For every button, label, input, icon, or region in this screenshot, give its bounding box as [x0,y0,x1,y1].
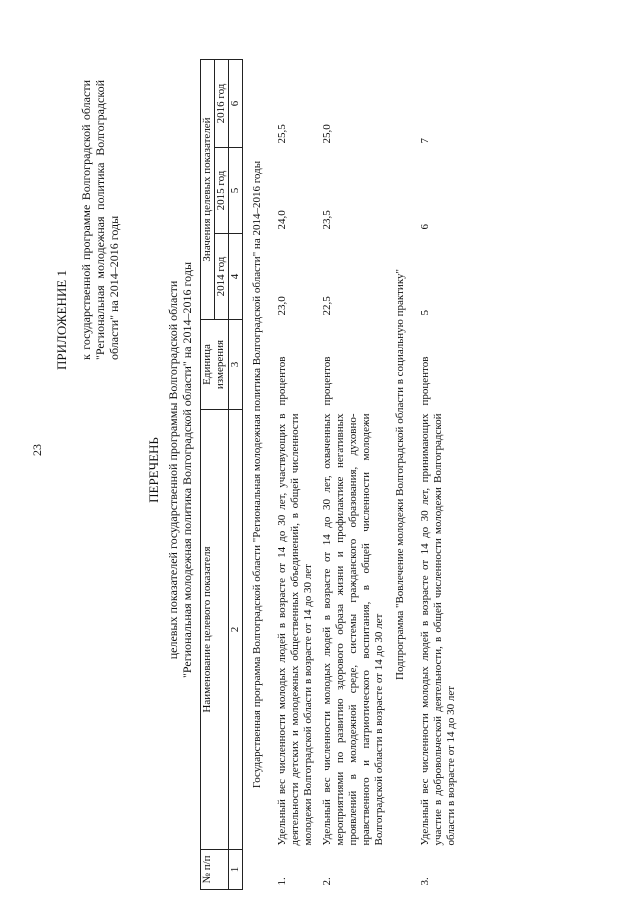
row-value-2015: 6 [418,224,431,230]
section-title-program: Государственная программа Волгоградской области "Региональная молодежная политика Волгоградской области" на 2014–2016 годы [250,160,263,789]
header-unit: Единица измерения [201,320,229,410]
row-num: 3. [418,877,431,886]
row-name: Удельный вес численности молодых людей в возрасте от 14 до 30 лет, принимающих участие в добровольческой деятельности, в общей численности молодежи Волгоградской области в возрасте от 14 до 30 лет [418,413,457,846]
row-value-2016: 25,0 [320,124,333,144]
col-number: 1 [228,850,242,890]
table-row [413,60,458,890]
row-value-2014: 22,5 [320,296,333,316]
header-values: Значения целевых показателей [201,60,215,320]
header-num: № п/п [201,850,229,890]
header-2015: 2015 год [214,148,228,234]
row-num: 2. [320,877,333,886]
row-value-2016: 25,5 [275,124,288,144]
row-value-2015: 23,5 [320,210,333,230]
appendix-text: к государственной программе Волгоградской области "Региональная молодежная политика Волгоградской области" на 2014–2016 годы [79,80,121,360]
row-unit: процентов [418,356,431,406]
col-number: 6 [228,60,242,148]
document-subtitle-line1: целевых показателей государственной программы Волгоградской области [166,280,180,660]
col-number: 4 [228,234,242,320]
table-row [315,60,386,890]
document-title: ПЕРЕЧЕНЬ [146,437,161,503]
row-unit: процентов [275,356,288,406]
row-value-2014: 5 [418,310,431,316]
row-unit: процентов [320,356,333,406]
appendix-title: ПРИЛОЖЕНИЕ 1 [54,270,69,370]
row-name: Удельный вес численности молодых людей в возрасте от 14 до 30 лет, участвующих в деятельности детских и молодежных общественных объединений, в общей численности молодежи Волгоградской области в возрасте от 14 до 30 лет [275,413,314,846]
header-2014: 2014 год [214,234,228,320]
indicators-table [200,59,458,890]
header-2016: 2016 год [214,60,228,148]
header-name: Наименование целевого показателя [201,410,229,850]
row-value-2016: 7 [418,138,431,144]
rotated-page-content [50,50,610,890]
document-subtitle-line2: "Региональная молодежная политика Волгоградской области" на 2014–2016 годы [180,261,194,679]
row-value-2014: 23,0 [275,296,288,316]
table-row [270,60,315,890]
col-number: 3 [228,320,242,410]
col-number: 5 [228,148,242,234]
row-value-2015: 24,0 [275,210,288,230]
page-number: 23 [30,444,44,456]
section-title-subprogram: Подпрограмма "Вовлечение молодежи Волгоградской области в социальную практику" [393,269,406,680]
row-name: Удельный вес численности молодых людей в возрасте от 14 до 30 лет, охваченных мероприятиями по развитию здорового образа жизни и профилактике негативных проявлений в молодежной среде, системы гражданского образования, духовно-нравственного и патриотического воспитания, в общей численности молодежи Волгоградской области в возрасте от 14 до 30 лет [320,413,385,846]
row-num: 1. [275,877,288,886]
col-number: 2 [228,410,242,850]
